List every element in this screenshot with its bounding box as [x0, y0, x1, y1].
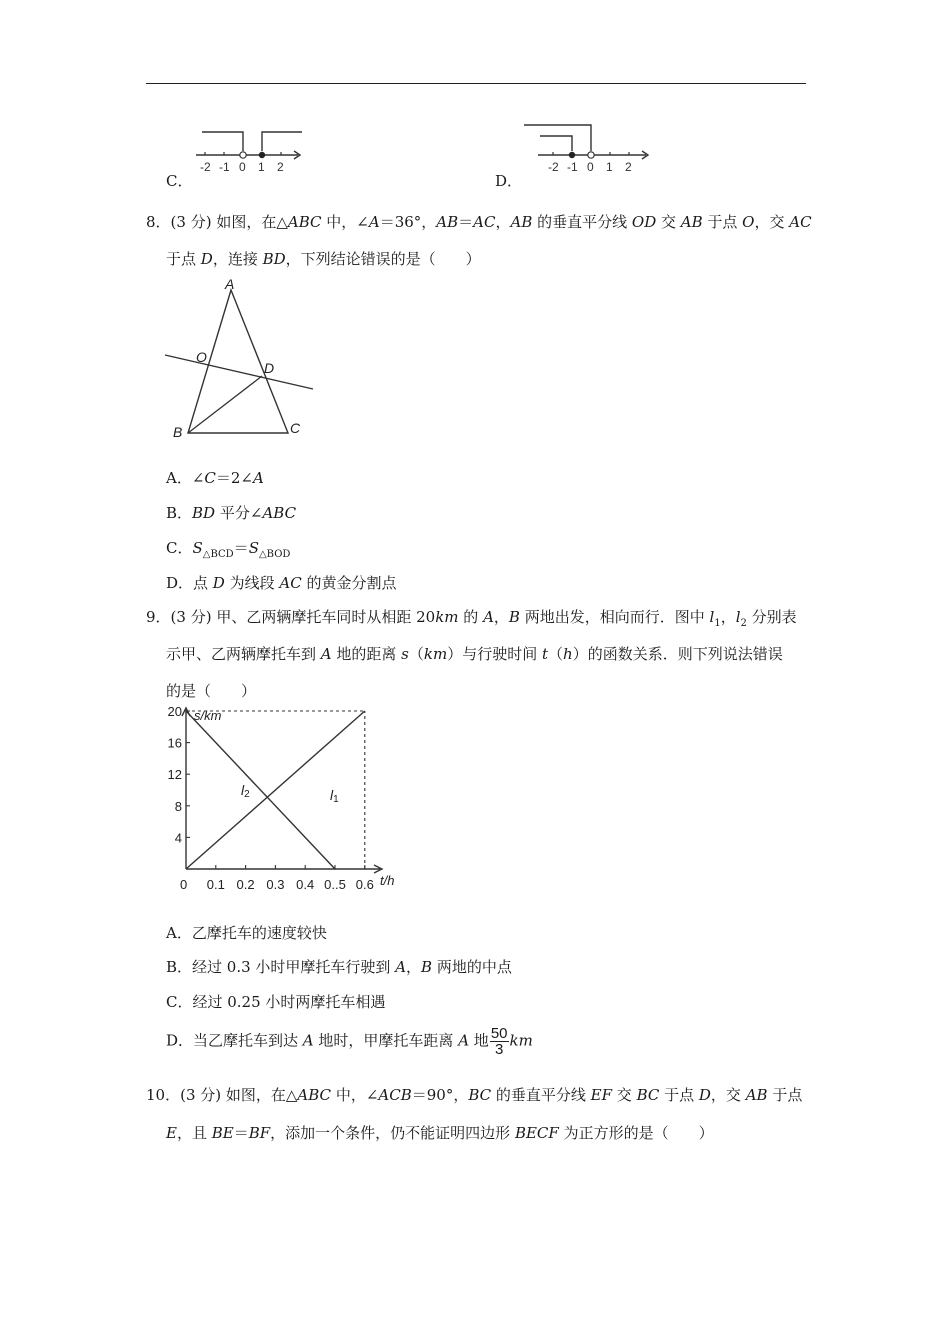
perpendicular-bisector-od — [165, 355, 313, 389]
open-dot-icon — [240, 152, 246, 158]
q8-option-c: C．$S_{\triangle BCD}=S_{\triangle BOD}$ — [166, 539, 291, 560]
x-tick-label: 0.2 — [236, 877, 255, 892]
fraction: $\frac{50}{3}$ — [490, 1025, 508, 1058]
y-tick-label: 4 — [174, 830, 182, 846]
q7-option-d-label: D． — [495, 172, 523, 190]
tick-label: 1 — [606, 160, 613, 174]
series-label-l2: l2 — [241, 782, 250, 800]
tick-label: -2 — [548, 160, 559, 174]
origin-label: 0 — [180, 877, 188, 892]
tick-label: 2 — [277, 160, 284, 174]
x-tick-label: 0.1 — [206, 877, 225, 892]
tick-label: -2 — [200, 160, 211, 174]
q9-distance-time-chart — [158, 702, 408, 897]
series-label-l1: l1 — [330, 787, 339, 805]
y-tick-label: 16 — [167, 735, 182, 751]
q9-option-a: A．乙摩托车的速度较快 — [166, 924, 327, 942]
q9-question-line3: 的是（ ） — [166, 682, 257, 700]
q10-question-line1: 10．(3 分) 如图，在△ABC 中，∠ACB＝90°，BC 的垂直平分线 EF 交 BC 于点 D，交 AB 于点 — [146, 1086, 803, 1104]
label-c: C — [290, 420, 301, 436]
q10-question-line2: E，且 BE＝BF，添加一个条件，仍不能证明四边形 BECF 为正方形的是（ ） — [166, 1124, 714, 1142]
q8-triangle-figure — [160, 275, 325, 443]
tick-label: 0 — [239, 160, 246, 174]
closed-dot-icon — [259, 152, 265, 158]
q8-question-line1: 8．(3 分) 如图，在△ABC 中，∠A＝36°，AB＝AC，AB 的垂直平分线 OD 交 AB 于点 O，交 AC — [146, 213, 812, 231]
label-d: D — [264, 360, 275, 376]
x-tick-label: 0.6 — [355, 877, 374, 892]
q8-option-d: D．点 D 为线段 AC 的黄金分割点 — [166, 574, 397, 592]
q7-option-d-numberline — [518, 120, 658, 178]
y-tick-label: 20 — [167, 704, 182, 719]
x-axis-label: t/h — [380, 873, 395, 888]
x-tick-label: 0..5 — [324, 877, 346, 892]
tick-label: 1 — [258, 160, 265, 174]
closed-dot-icon — [569, 152, 575, 158]
label-b: B — [173, 424, 183, 440]
q9-option-d: D．当乙摩托车到达 A 地时，甲摩托车距离 A 地 $\frac{50}{3}$ km — [166, 1025, 533, 1058]
tick-label: -1 — [567, 160, 578, 174]
header-rule — [146, 83, 806, 84]
x-tick-label: 0.4 — [296, 877, 315, 892]
q8-option-b: B．BD 平分∠ABC — [166, 504, 297, 522]
open-dot-icon — [588, 152, 594, 158]
q8-question-line2: 于点 D，连接 BD，下列结论错误的是（ ） — [166, 250, 481, 268]
q7-option-c-label: C． — [166, 172, 193, 190]
y-tick-label: 12 — [167, 767, 182, 783]
segment-bd — [188, 376, 262, 433]
label-a: A — [225, 276, 235, 292]
q9-question-line1: 9．(3 分) 甲、乙两辆摩托车同时从相距 20km 的 A，B 两地出发，相向而行．图中 $l_1$，$l_2$ 分别表 — [146, 608, 797, 629]
label-o: O — [196, 349, 207, 365]
tick-label: 0 — [587, 160, 594, 174]
q9-option-b: B．经过 0.3 小时甲摩托车行驶到 A，B 两地的中点 — [166, 958, 512, 976]
x-tick-label: 0.3 — [266, 877, 285, 892]
series-line-l2 — [186, 711, 335, 869]
y-axis-label: s/km — [194, 708, 222, 723]
y-tick-label: 8 — [174, 798, 182, 814]
q9-option-c: C．经过 0.25 小时两摩托车相遇 — [166, 993, 386, 1011]
tick-label: -1 — [219, 160, 230, 174]
series-line-l1 — [186, 711, 365, 869]
q7-option-c-numberline — [190, 126, 310, 178]
q8-option-a: A．∠C＝2∠A — [166, 469, 264, 487]
tick-label: 2 — [625, 160, 632, 174]
q9-question-line2: 示甲、乙两辆摩托车到 A 地的距离 s（km）与行驶时间 t（h）的函数关系．则下列说法错误 — [166, 645, 783, 663]
